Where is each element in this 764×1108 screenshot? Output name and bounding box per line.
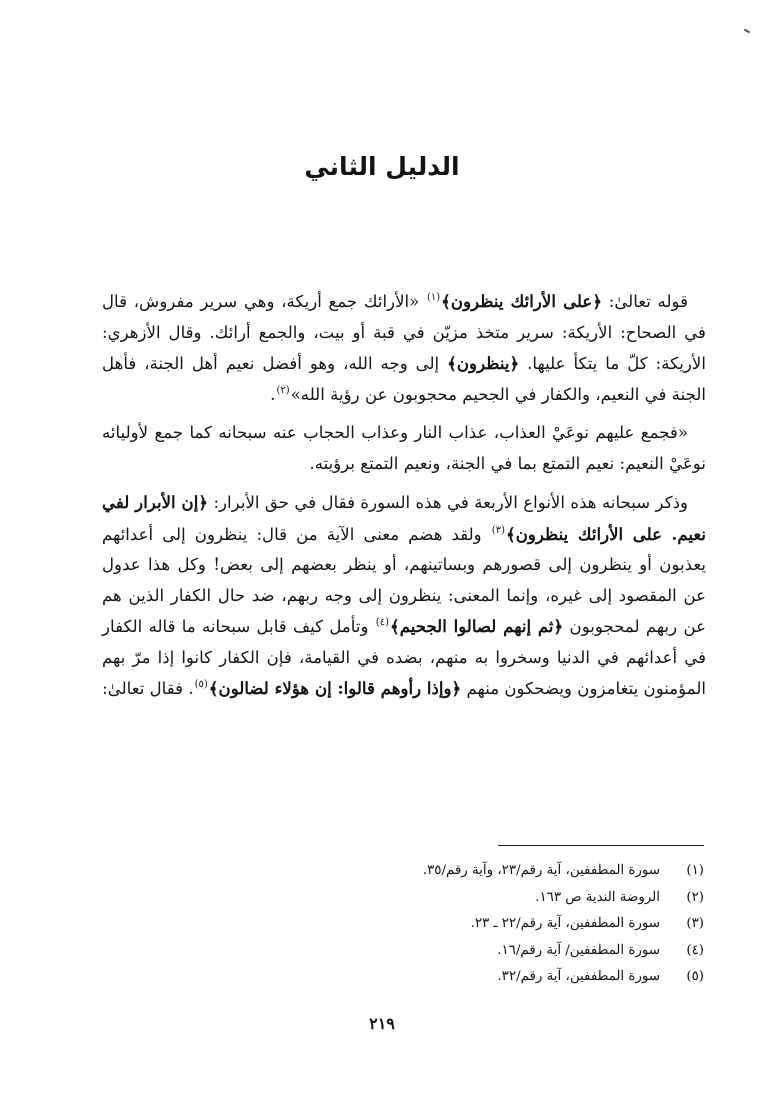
footnote-separator xyxy=(498,845,704,846)
text-run: . فقال تعالىٰ: xyxy=(102,679,194,698)
text-run: وذكر سبحانه هذه الأنواع الأربعة في هذه السورة فقال في حق الأبرار: xyxy=(208,493,688,512)
body-text xyxy=(102,286,706,713)
footnote-number: (٥) xyxy=(686,969,704,984)
footnote-item xyxy=(300,911,704,938)
chapter-title: الدليل الثاني xyxy=(304,152,460,181)
footnote-item xyxy=(300,885,704,912)
corner-speck xyxy=(744,29,750,34)
footnotes xyxy=(300,858,704,991)
footnote-number: (٤) xyxy=(686,942,704,958)
quran-quote: ﴿وإذا رأوهم قالوا: إن هؤلاء لضالون﴾ xyxy=(208,678,462,698)
quran-quote: ﴿ثم إنهم لصالوا الجحيم﴾ xyxy=(389,616,564,636)
footnote-number: (١) xyxy=(686,863,704,878)
footnote-item xyxy=(300,858,704,885)
footnote-text: سورة المطففين، آية رقم/٢٢ ـ ٢٣. xyxy=(470,916,660,931)
footnote-ref: (١) xyxy=(426,292,441,303)
quran-quote: ﴿إن الأبرار لفي نعيم. على الأرائك ينظرون﴾ xyxy=(102,492,707,544)
footnote-item xyxy=(300,964,704,991)
text-run: قوله تعالىٰ: xyxy=(602,292,688,311)
footnote-text: سورة المطففين، آية رقم/٣٢. xyxy=(497,969,660,984)
footnote-ref: (٤) xyxy=(375,617,389,628)
footnote-ref: (٥) xyxy=(194,679,208,690)
paragraph xyxy=(102,286,706,410)
text-run: «فجمع عليهم نوعَيْ العذاب، عذاب النار وعذاب الحجاب عنه سبحانه كما جمع لأوليائه نوعَيْ النعيم: نعيم التمتع بما في الجنة، ونعيم التمتع برؤيته. xyxy=(102,423,706,473)
footnote-ref: (٣) xyxy=(491,524,505,536)
paragraph xyxy=(102,487,706,705)
quran-quote: ﴿ينظرون﴾ xyxy=(447,353,520,373)
footnote-text: سورة المطففين، آية رقم/٢٣، وآية رقم/٣٥. xyxy=(422,863,660,878)
text-run: وتأمل كيف قابل سبحانه ما قاله الكفار في أعدائهم في الدنيا وسخروا به منهم، بضده في القيامة، فإن الكفار كانوا إذا مرّ بهم المؤمنون يتغامزون ويضحكون منهم xyxy=(102,617,706,698)
text-run: إلى وجه الله، وهو أفضل نعيم أهل الجنة، فأهل الجنة في النعيم، والكفار في الجحيم محجوبون عن رؤية الله» xyxy=(102,354,706,404)
footnote-text: سورة المطففين/ آية رقم/١٦. xyxy=(497,942,660,958)
footnote-ref: (٢) xyxy=(276,384,290,396)
page-number: ٢١٩ xyxy=(369,1014,395,1033)
footnote-item xyxy=(300,938,704,965)
footnote-number: (٢) xyxy=(686,889,704,905)
text-run: ولقد هضم معنى الآية من قال: ينظرون إلى أعدائهم يعذبون أو ينظرون إلى قصورهم وبساتينهم، أو ينظر بعضهم إلى بعض! وكل هذا عدول عن المقصود إلى غيره، وإنما المعنى: ينظرون إلى وجه ربهم، ضد حال الكفار الذين هم عن ربهم لمحجوبون xyxy=(102,524,706,636)
text-run: «الأرائك جمع أريكة، وهي سرير مفروش، قال في الصحاح: الأريكة: سرير متخذ مزيّن في قبة أو بيت، والجمع أرائك. وقال الأزهري: الأريكة: كلّ ما يتكأ عليها. xyxy=(102,292,706,373)
paragraph xyxy=(102,418,706,479)
quran-quote: ﴿على الأرائك ينظرون﴾ xyxy=(441,291,603,311)
text-run: . xyxy=(270,384,276,404)
footnote-text: الروضة الندية ص ١٦٣. xyxy=(535,889,660,905)
footnote-number: (٣) xyxy=(686,916,704,931)
